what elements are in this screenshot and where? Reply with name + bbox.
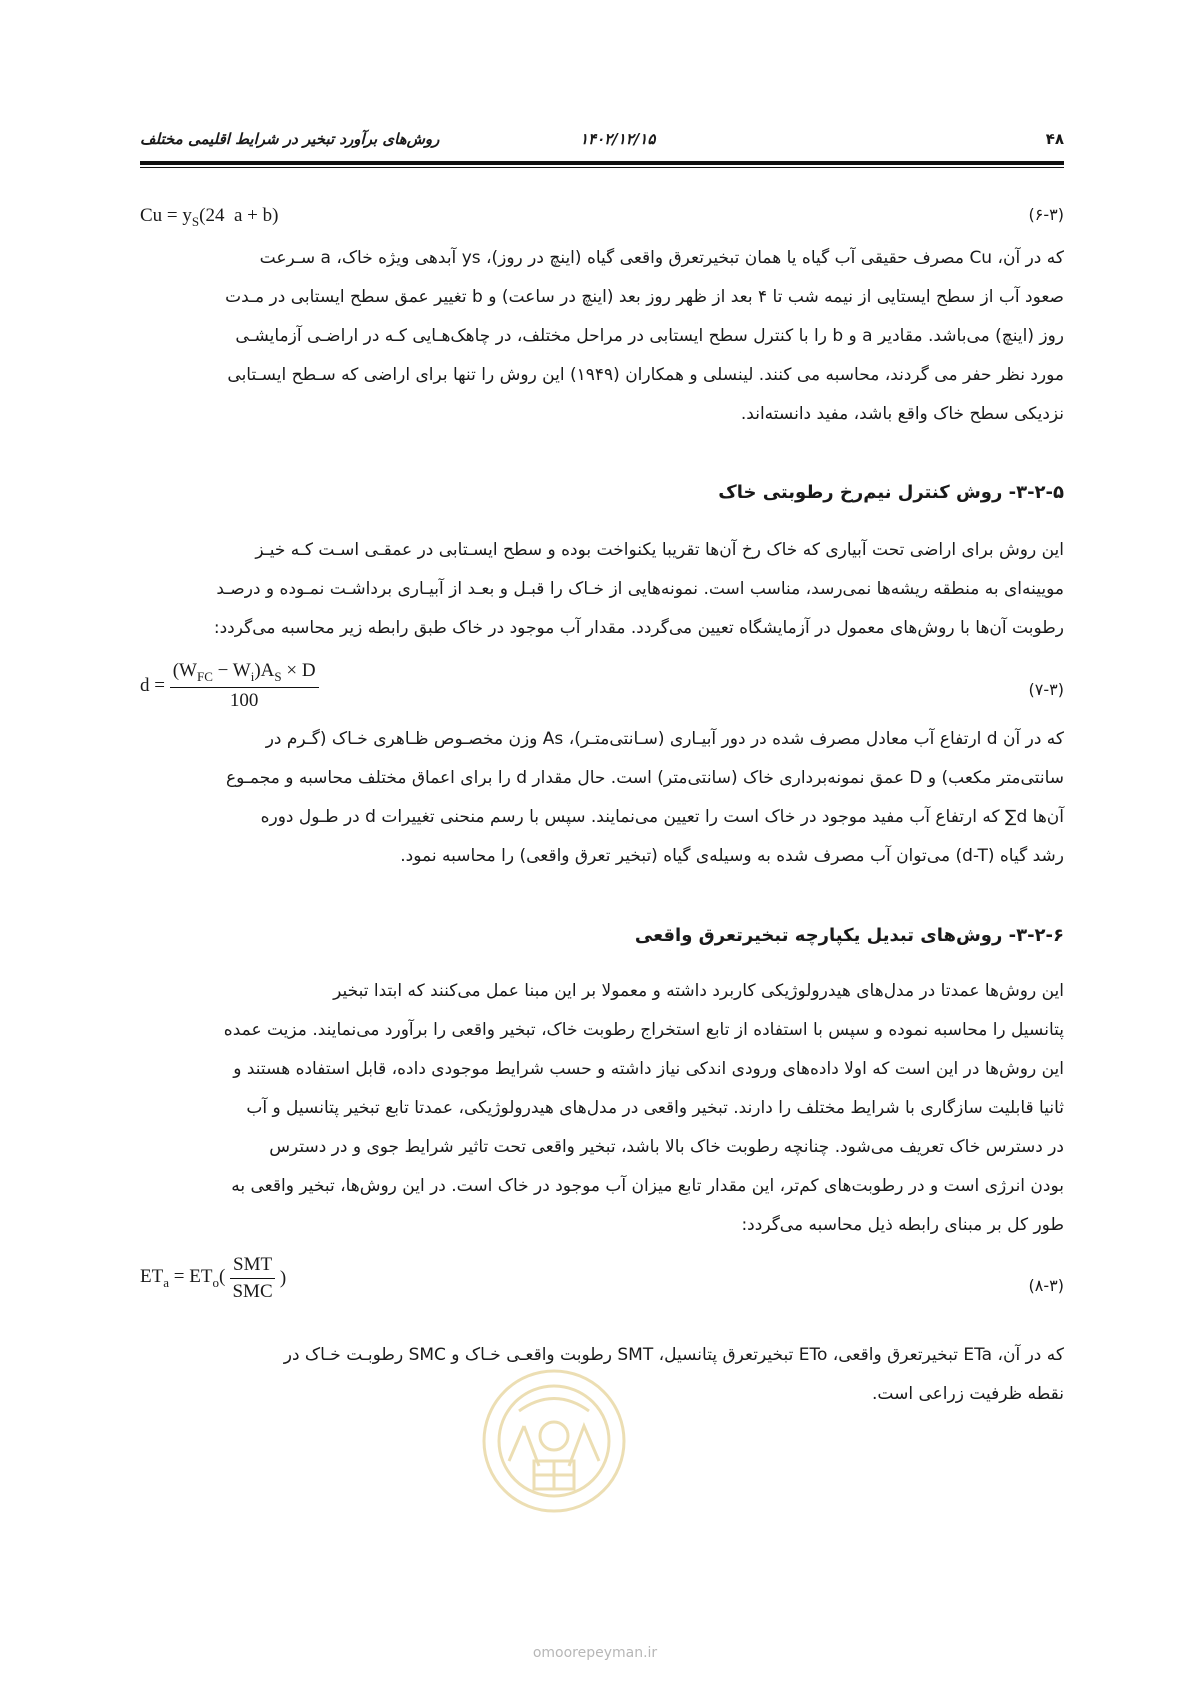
text-line: در دسترس خاک تعریف می‌شود. چنانچه رطوبت خاک بالا باشد، تبخیر واقعی تحت تاثیر شرایط جوی و در دسترس	[269, 1137, 1064, 1157]
header-date: ۱۴۰۲/۱۲/۱۵	[580, 130, 656, 148]
paragraph-soil-profile	[140, 531, 1064, 648]
watermark-site: omoorepeyman.ir	[532, 1645, 658, 1661]
text-line: که در آن d ارتفاع آب معادل مصرف شده در دور آبیـاری (سـانتی‌متـر)، As وزن مخصـوص ظـاهری خـاک (گـرم در	[265, 729, 1064, 749]
text-line: رطوبت آن‌ها با روش‌های معمول در آزمایشگاه تعیین می‌گردد. مقدار آب موجود در خاک طبق رابطه زیر محاسبه می‌گردد:	[213, 618, 1064, 638]
text-line: صعود آب از سطح ایستایی از نیمه شب تا ۴ بعد از ظهر روز بعد (اینچ در ساعت) و b تغییر عمق سطح ایستابی در مـدت	[225, 287, 1064, 307]
section-heading-3-2-5: ۳-۲-۵- روش کنترل نیم‌رخ رطوبتی خاک	[718, 482, 1064, 503]
equation-formula: $ET_a = ET_o$( $\frac{\text{SMT}}{\text{SMC}}$ )	[140, 1254, 287, 1302]
text-line: این روش‌ها عمدتا در مدل‌های هیدرولوژیکی کاربرد داشته و معمولا بر این مبنا عمل می‌کنند که ابتدا تبخیر	[333, 981, 1064, 1001]
text-line: که در آن، ETa تبخیرتعرق واقعی، ETo تبخیرتعرق پتانسیل، SMT رطوبت واقعـی خـاک و SMC رطوبـت خـاک در	[283, 1345, 1064, 1365]
paragraph-d-definition	[140, 720, 1064, 876]
equation-fraction: $\frac{(W_{FC} - W_i)A_S \times D}{100}$	[170, 660, 319, 712]
equation-number: (۸-۳)	[1028, 1276, 1064, 1295]
text-line: این روش‌ها در این است که اولا داده‌های ورودی اندکی نیاز داشته و حسب شرایط موجودی داده، قابل استفاده هستند و	[233, 1059, 1064, 1079]
text-line: روز (اینچ) می‌باشد. مقادیر a و b را با کنترل سطح ایستابی در مراحل مختلف، در چاهک‌هـایی کـه در اراضـی آزمایشـی	[235, 326, 1064, 346]
equation-number: (۶-۳)	[1028, 205, 1064, 224]
text-line: ثانیا قابلیت سازگاری با شرایط مختلف را دارند. تبخیر واقعی در مدل‌های هیدرولوژیکی، عمدتا تابع تبخیر پتانسیل و آب	[246, 1098, 1064, 1118]
equation-6-3	[140, 205, 1064, 235]
section-heading-3-2-6: ۳-۲-۶- روش‌های تبدیل یکپارچه تبخیرتعرق واقعی	[634, 925, 1064, 946]
text-line: بودن انرژی است و در رطوبت‌های کم‌تر، این مقدار تابع میزان آب موجود در خاک است. در این روش‌ها، تبخیر واقعی به	[231, 1176, 1064, 1196]
equation-formula: d = $\frac{(W_{FC} - W_i)A_S \times D}{100}$	[140, 660, 319, 712]
equation-fraction: $\frac{\text{SMT}}{\text{SMC}}$	[230, 1254, 275, 1303]
book-title: روش‌های برآورد تبخیر در شرایط اقلیمی مختلف	[140, 130, 440, 148]
text-line: این روش برای اراضی تحت آبیاری که خاک رخ آن‌ها تقریبا یکنواخت بوده و سطح ایسـتابی در عمقـی اسـت کـه خیـز	[255, 540, 1064, 560]
equation-8-3	[140, 1254, 1064, 1318]
text-line: آن‌ها d∑ که ارتفاع آب مفید موجود در خاک است را تعیین می‌نمایند. سپس با رسم منحنی تغییرات d در طـول دوره	[260, 807, 1064, 827]
text-line: مورد نظر حفر می گردند، محاسبه می کنند. لینسلی و همکاران (۱۹۴۹) این روش را تنها برای اراضی که سـطح ایسـتابی	[227, 365, 1064, 385]
text-line: طور کل بر مبنای رابطه ذیل محاسبه می‌گردد:	[741, 1215, 1064, 1235]
text-line: رشد گیاه (d-T) می‌توان آب مصرف شده به وسیله‌ی گیاه (تبخیر تعرق واقعی) را محاسبه نمود.	[400, 846, 1064, 866]
equation-number: (۷-۳)	[1028, 680, 1064, 699]
header-rule	[140, 161, 1064, 165]
watermark-seal-icon	[479, 1366, 629, 1516]
text-line: سانتی‌متر مکعب) و D عمق نمونه‌برداری خاک (سانتی‌متر) است. حال مقدار d را برای اعماق مختلف محاسبه و مجمـوع	[226, 768, 1064, 788]
text-line: پتانسیل را محاسبه نموده و سپس با استفاده از تابع استخراج رطوبت خاک، تبخیر واقعی را برآورد می‌نمایند. مزیت عمده	[223, 1020, 1064, 1040]
equation-formula: $Cu = y_S(24$ a + b)	[140, 205, 279, 229]
text-line: که در آن، Cu مصرف حقیقی آب گیاه یا همان تبخیرتعرق واقعی گیاه (اینچ در روز)، ys آبدهی ویژه خاک، a سـرعت	[259, 248, 1064, 268]
paragraph-integrated-methods	[140, 972, 1064, 1245]
text-line: نقطه ظرفیت زراعی است.	[872, 1384, 1064, 1404]
text-line: نزدیکی سطح خاک واقع باشد، مفید دانسته‌اند.	[740, 404, 1064, 424]
text-line: مویینه‌ای به منطقه ریشه‌ها نمی‌رسد، مناسب است. نمونه‌هایی از خـاک را قبـل و بعـد از آبیـاری برداشـت نمـوده و درصـد	[216, 579, 1064, 599]
page-header	[140, 130, 1064, 160]
paragraph-cu-definition	[140, 239, 1064, 434]
equation-7-3	[140, 660, 1064, 720]
page-number: ۴۸	[1045, 130, 1064, 148]
header-rule-thin	[140, 167, 1064, 168]
